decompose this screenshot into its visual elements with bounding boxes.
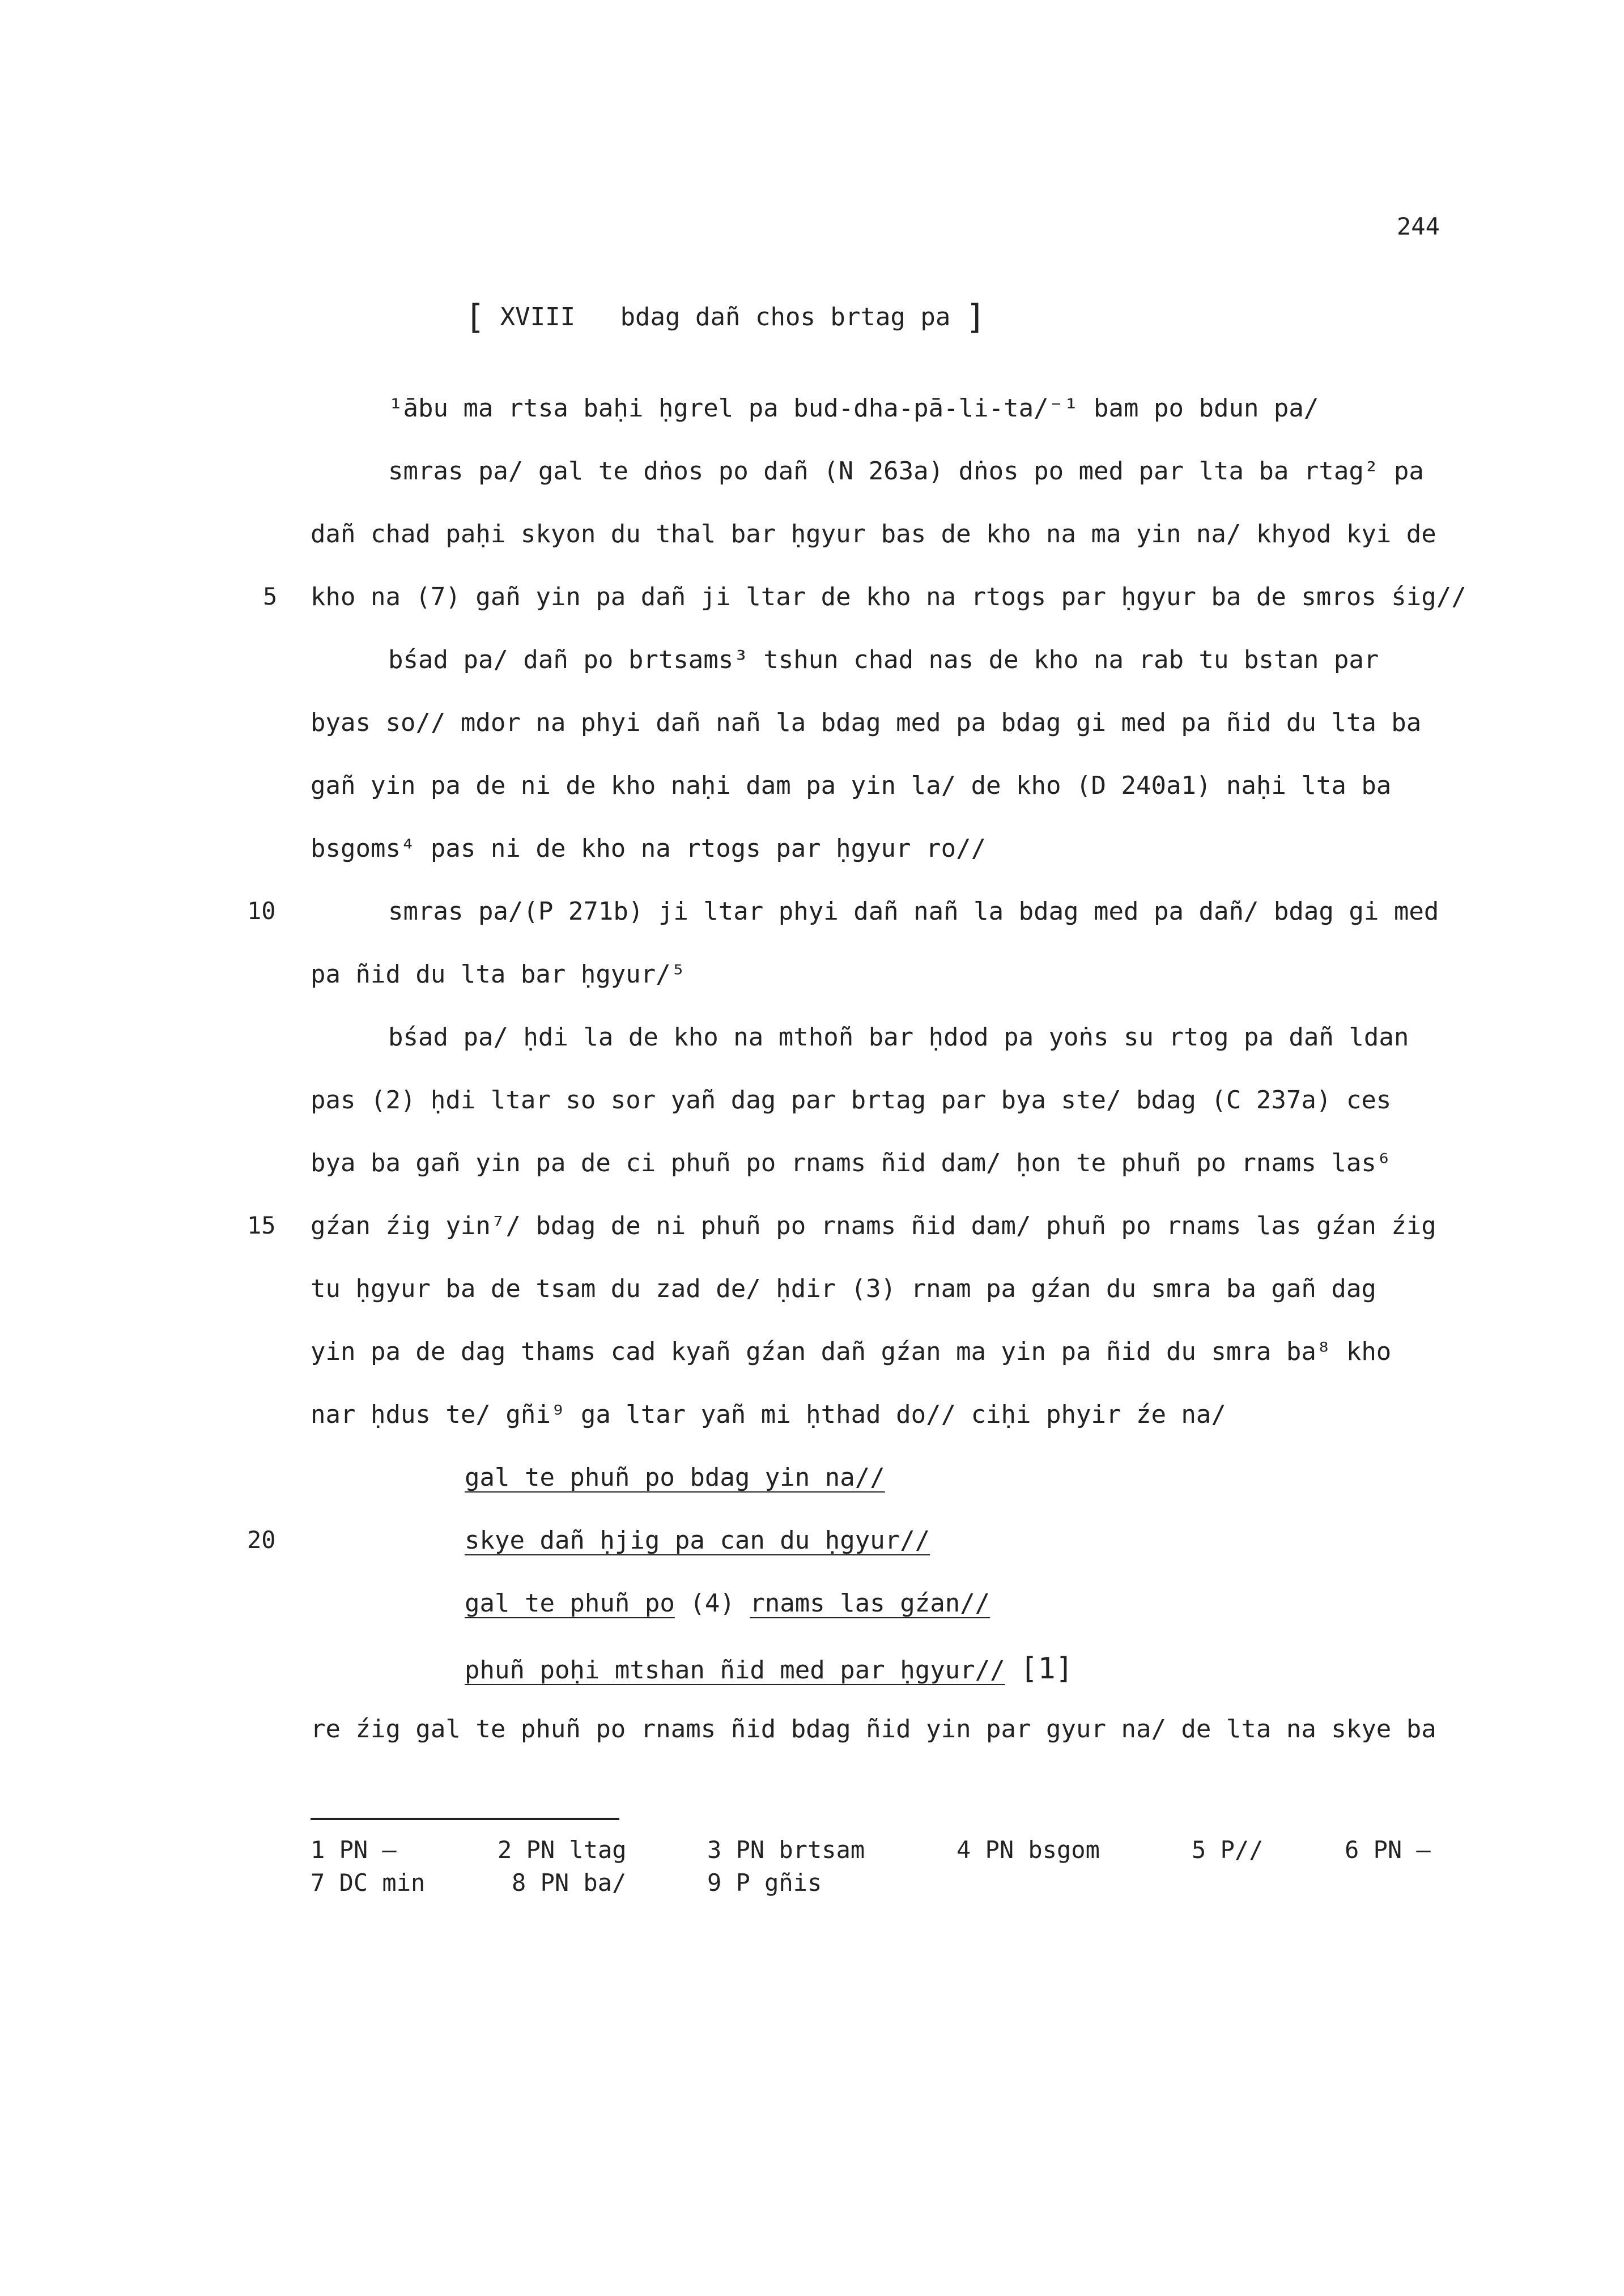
verse-line bbox=[465, 1589, 990, 1618]
body-line: bśad pa/ ḥdi la de kho na mthoñ bar ḥdod pa yoṅs su rtog pa dañ ldan bbox=[388, 1023, 1409, 1052]
body-line: smras pa/ gal te dṅos po dañ (N 263a) dṅos po med par lta ba rtag² pa bbox=[388, 457, 1424, 486]
heading-close-bracket: ] bbox=[965, 297, 986, 337]
body-line: byas so// mdor na phyi dañ nañ la bdag med pa bdag gi med pa ñid du lta ba bbox=[311, 708, 1422, 737]
line-number: 5 bbox=[263, 582, 278, 610]
body-line: bsgoms⁴ pas ni de kho na rtogs par ḥgyur ro// bbox=[311, 834, 987, 863]
verse-line bbox=[465, 1463, 885, 1492]
footnote: 1 PN — bbox=[311, 1836, 397, 1864]
verse-line bbox=[465, 1526, 930, 1555]
body-line: nar ḥdus te/ gñi⁹ ga ltar yañ mi ḥthad do// ciḥi phyir źe na/ bbox=[311, 1400, 1226, 1429]
body-line: dañ chad paḥi skyon du thal bar ḥgyur bas de kho na ma yin na/ khyod kyi de bbox=[311, 520, 1436, 549]
line-number: 15 bbox=[247, 1211, 276, 1239]
body-line: pas (2) ḥdi ltar so sor yañ dag par brtag par bya ste/ bdag (C 237a) ces bbox=[311, 1086, 1392, 1115]
line-number: 10 bbox=[247, 897, 276, 925]
body-line: smras pa/(P 271b) ji ltar phyi dañ nañ la bdag med pa dañ/ bdag gi med bbox=[388, 897, 1439, 926]
body-line: kho na (7) gañ yin pa dañ ji ltar de kho na rtogs par ḥgyur ba de smros śig// bbox=[311, 582, 1466, 611]
footnote: 4 PN bsgom bbox=[956, 1836, 1100, 1864]
footnote: 7 DC min bbox=[311, 1869, 426, 1897]
footnote: 5 P// bbox=[1192, 1836, 1264, 1864]
footnote: 8 PN ba/ bbox=[512, 1869, 627, 1897]
heading-open-bracket: [ bbox=[465, 297, 486, 337]
verse-text: phuñ poḥi mtshan ñid med par ḥgyur// bbox=[465, 1656, 1005, 1685]
body-line: ¹ābu ma rtsa baḥi ḥgrel pa bud-dha-pā-li-ta/⁻¹ bam po bdun pa/ bbox=[388, 394, 1319, 423]
page-number: 244 bbox=[1397, 212, 1440, 240]
body-line: tu ḥgyur ba de tsam du zad de/ ḥdir (3) rnam pa gźan du smra ba gañ dag bbox=[311, 1274, 1376, 1303]
body-line: yin pa de dag thams cad kyañ gźan dañ gźan ma yin pa ñid du smra ba⁸ kho bbox=[311, 1337, 1392, 1366]
verse-text: rnams las gźan// bbox=[750, 1589, 990, 1618]
verse-text: gal te phuñ po bbox=[465, 1589, 675, 1618]
body-line: gañ yin pa de ni de kho naḥi dam pa yin la/ de kho (D 240a1) naḥi lta ba bbox=[311, 771, 1392, 800]
verse-folio-ref: (4) bbox=[674, 1589, 750, 1618]
footnote: 3 PN brtsam bbox=[707, 1836, 865, 1864]
heading-title: bdag dañ chos brtag pa bbox=[620, 303, 951, 331]
line-number: 20 bbox=[247, 1526, 276, 1554]
verse-line bbox=[465, 1652, 1073, 1686]
body-line: pa ñid du lta bar ḥgyur/⁵ bbox=[311, 960, 686, 989]
footnote: 6 PN — bbox=[1345, 1836, 1431, 1864]
verse-text: skye dañ ḥjig pa can du ḥgyur// bbox=[465, 1526, 930, 1555]
footnote: 9 P gñis bbox=[707, 1869, 822, 1897]
body-line: re źig gal te phuñ po rnams ñid bdag ñid yin par gyur na/ de lta na skye ba bbox=[311, 1715, 1436, 1744]
body-line: gźan źig yin⁷/ bdag de ni phuñ po rnams ñid dam/ phuñ po rnams las gźan źig bbox=[311, 1211, 1436, 1240]
section-heading bbox=[465, 297, 986, 337]
verse-reference: [1] bbox=[1020, 1652, 1074, 1686]
verse-text: gal te phuñ po bdag yin na// bbox=[465, 1463, 885, 1492]
footnote-rule bbox=[311, 1818, 619, 1820]
body-line: bya ba gañ yin pa de ci phuñ po rnams ñid dam/ ḥon te phuñ po rnams las⁶ bbox=[311, 1149, 1392, 1177]
heading-numeral: XVIII bbox=[500, 303, 576, 331]
footnote: 2 PN ltag bbox=[498, 1836, 627, 1864]
body-line: bśad pa/ dañ po brtsams³ tshun chad nas de kho na rab tu bstan par bbox=[388, 645, 1379, 674]
